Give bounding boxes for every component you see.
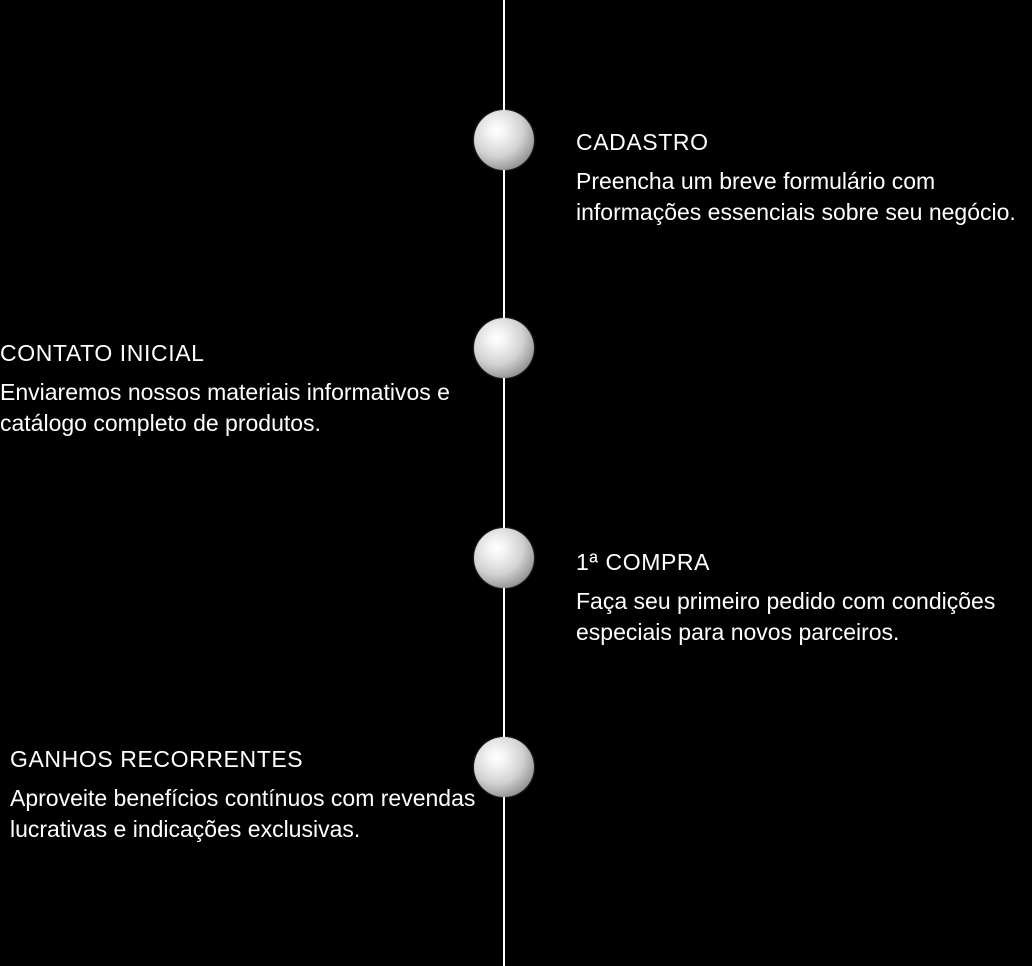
step-description-cadastro: Preencha um breve formulário com informações essenciais sobre seu negócio. — [576, 168, 1016, 225]
timeline-step-ganhos-recorrentes — [10, 747, 480, 844]
step-title-cadastro: CADASTRO — [576, 129, 709, 155]
timeline-node-ganhos-recorrentes — [474, 737, 534, 797]
step-description-contato-inicial: Enviaremos nossos materiais informativos e catálogo completo de produtos. — [0, 379, 450, 436]
step-description-ganhos-recorrentes: Aproveite benefícios contínuos com revendas lucrativas e indicações exclusivas. — [10, 785, 476, 842]
timeline-step-cadastro — [576, 130, 1032, 227]
timeline-node-cadastro — [474, 110, 534, 170]
step-title-primeira-compra: 1ª COMPRA — [576, 549, 711, 575]
step-description-primeira-compra: Faça seu primeiro pedido com condições especiais para novos parceiros. — [576, 588, 996, 645]
step-title-ganhos-recorrentes: GANHOS RECORRENTES — [10, 746, 304, 772]
timeline-node-primeira-compra — [474, 528, 534, 588]
timeline-node-contato-inicial — [474, 318, 534, 378]
step-title-contato-inicial: CONTATO INICIAL — [0, 340, 205, 366]
timeline-step-contato-inicial — [0, 341, 460, 438]
timeline-step-primeira-compra — [576, 550, 1016, 647]
